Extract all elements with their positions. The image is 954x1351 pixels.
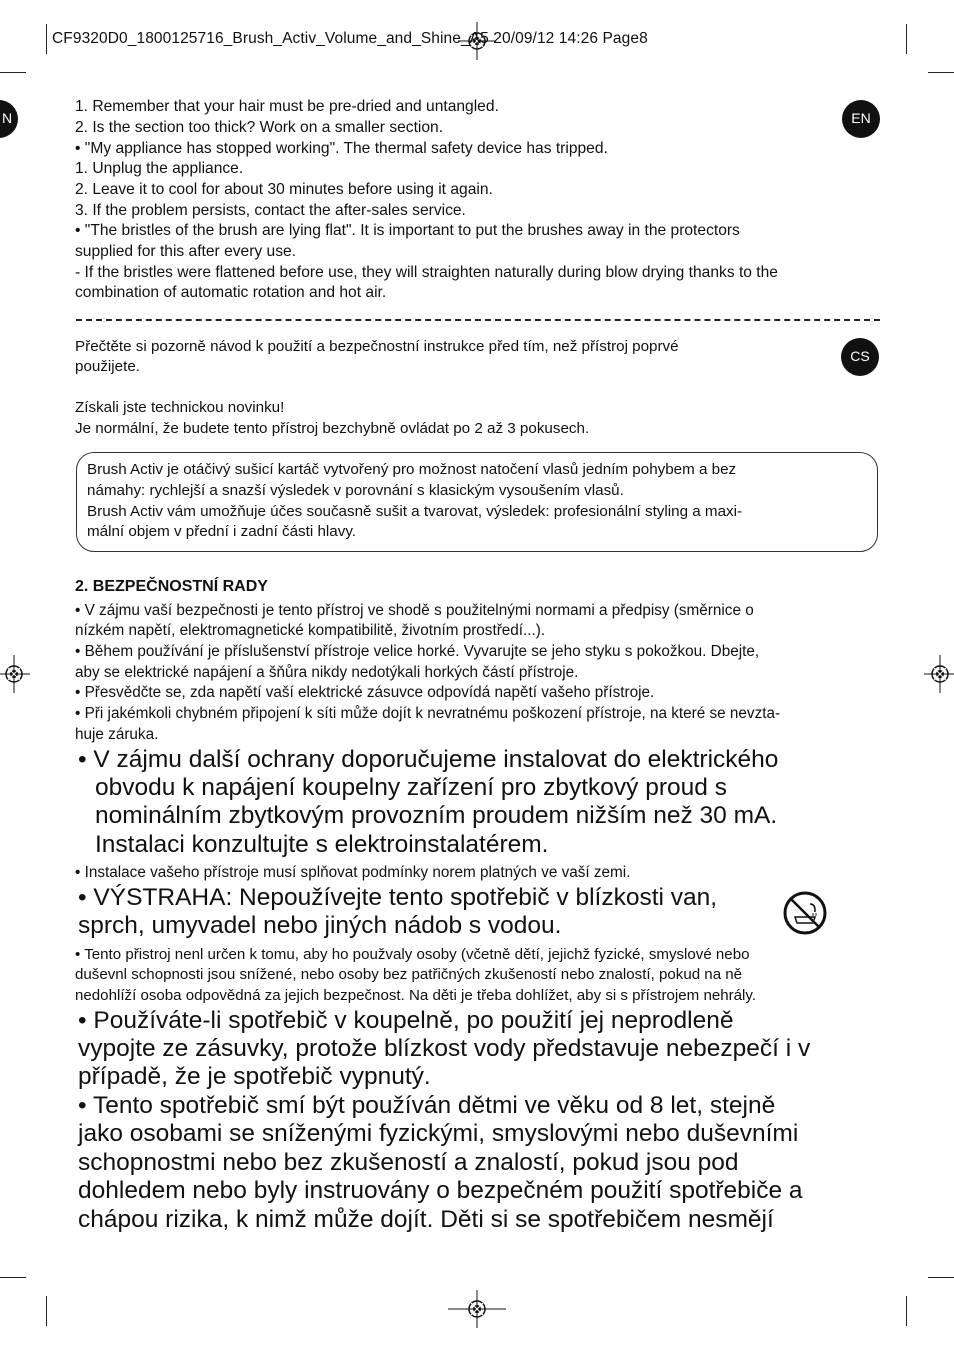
registration-mark-icon [448, 1290, 506, 1328]
warning-line: • VÝSTRAHA: Nepoužívejte tento spotřebič v blízkosti van, [78, 884, 718, 911]
bathroom-line: vypojte ze zásuvky, protože blízkost vody představuje nebezpečí i v [78, 1035, 811, 1062]
registration-mark-icon [0, 655, 30, 693]
safety-line: • Přesvědčte se, zda napětí vaší elektrické zásuvce odpovídá napětí vašeho přístroje. [75, 684, 655, 701]
crop-mark [928, 1277, 954, 1278]
en-line: 3. If the problem persists, contact the after-sales service. [75, 202, 466, 219]
children-line: schopnostmi nebo bez zkušeností a znalostí, pokud jsou pod [78, 1149, 739, 1176]
section-divider [76, 319, 880, 321]
rcd-line: • V zájmu další ochrany doporučujeme instalovat do elektrického [78, 746, 779, 773]
persons-line: nedohlíží osoba odpovědná za jejich bezpečnost. Na děti je třeba dohlížet, aby si s přístrojem nehrály. [75, 987, 757, 1004]
en-line: 2. Is the section too thick? Work on a smaller section. [75, 119, 444, 136]
registration-mark-icon [924, 655, 954, 693]
safety-line: • Při jakémkoli chybném připojení k síti může dojít k nevratnému poškození přístroje, na které se nevzta- [75, 705, 781, 722]
print-slug: CF9320D0_1800125716_Brush_Activ_Volume_and_Shine_A5 20/09/12 14:26 Page8 [52, 30, 648, 47]
children-line: • Tento spotřebič smí být používán dětmi ve věku od 8 let, stejně [78, 1092, 776, 1119]
box-line: námahy: rychlejší a snazší výsledek v porovnání s klasickým vysoušením vlasů. [87, 482, 624, 499]
box-line: Brush Activ vám umožňuje účes současně sušit a tvarovat, výsledek: profesionální styling a maxi- [87, 503, 743, 520]
install-line: • Instalace vašeho přístroje musí splňovat podmínky norem platných ve vaší zemi. [75, 864, 631, 881]
language-badge-left: N [0, 100, 18, 138]
safety-line: huje záruka. [75, 726, 159, 743]
box-line: Brush Activ je otáčivý sušicí kartáč vytvořený pro možnost natočení vlasů jedním pohybem a bez [87, 461, 737, 478]
crop-mark [46, 24, 47, 54]
safety-line: • V zájmu vaší bezpečnosti je tento přístroj ve shodě s použitelnými normami a předpisy (směrnice o [75, 602, 754, 619]
persons-line: duševnl schopnosti jsou snížené, nebo osoby bez patřičných zkušeností nebo znalostí, pokud na ně [75, 966, 743, 983]
persons-line: • Tento přistroj nenl určen k tomu, aby ho použvaly osoby (včetně dětí, jejichž fyzické, smyslové nebo [75, 946, 750, 963]
cs-intro-line: Přečtěte si pozorně návod k použití a bezpečnostní instrukce před tím, než přístroj poprvé [75, 338, 679, 355]
no-water-warning-icon [782, 890, 828, 936]
en-line: supplied for this after every use. [75, 243, 297, 260]
cs-intro-line: Získali jste technickou novinku! [75, 399, 285, 416]
crop-mark [0, 1277, 26, 1278]
safety-line: • Během používání je příslušenství přístroje velice horké. Vyvarujte se jeho styku s pokožkou. Dbejte, [75, 643, 760, 660]
bathroom-line: případě, že je spotřebič vypnutý. [78, 1063, 431, 1090]
rcd-line: Instalaci konzultujte s elektroinstalatérem. [95, 831, 549, 858]
children-line: dohledem nebo byly instruovány o bezpečném použití spotřebiče a [78, 1177, 803, 1204]
cs-intro-line: Je normální, že budete tento přístroj bezchybně ovládat po 2 až 3 pokusech. [75, 420, 590, 437]
crop-mark [928, 72, 954, 73]
warning-line: sprch, umyvadel nebo jiných nádob s vodou. [78, 912, 562, 939]
en-line: - If the bristles were flattened before use, they will straighten naturally during blow drying thanks to the [75, 264, 778, 281]
en-line: 2. Leave it to cool for about 30 minutes before using it again. [75, 181, 493, 198]
crop-mark [46, 1296, 47, 1326]
en-line: 1. Remember that your hair must be pre-dried and untangled. [75, 98, 499, 115]
cs-intro-line: použijete. [75, 358, 141, 375]
rcd-line: obvodu k napájení koupelny zařízení pro zbytkový proud s [95, 774, 727, 801]
crop-mark [906, 24, 907, 54]
safety-line: aby se elektrické napájení a šňůra nikdy nedotýkali horkých částí přístroje. [75, 664, 579, 681]
bathroom-line: • Používáte-li spotřebič v koupelně, po použití jej neprodleně [78, 1007, 734, 1034]
safety-line: nízkém napětí, elektromagnetické kompatibilitě, životním prostředí...). [75, 622, 546, 639]
rcd-line: nominálním zbytkovým provozním proudem nižším než 30 mA. [95, 802, 778, 829]
en-line: 1. Unplug the appliance. [75, 160, 244, 177]
en-line: combination of automatic rotation and hot air. [75, 284, 387, 301]
en-line: • "My appliance has stopped working". The thermal safety device has tripped. [75, 140, 608, 157]
box-line: mální objem v přední i zadní části hlavy. [87, 523, 356, 540]
crop-mark [0, 72, 26, 73]
children-line: jako osobami se sníženými fyzickými, smyslovými nebo duševními [78, 1120, 799, 1147]
language-badge-cs: CS [841, 338, 879, 376]
language-badge-en: EN [842, 100, 880, 138]
section-heading: 2. BEZPEČNOSTNÍ RADY [75, 578, 268, 595]
children-line: chápou rizika, k nimž může dojít. Děti si se spotřebičem nesmějí [78, 1206, 774, 1233]
crop-mark [906, 1296, 907, 1326]
en-line: • "The bristles of the brush are lying flat". It is important to put the brushes away in the protectors [75, 222, 740, 239]
